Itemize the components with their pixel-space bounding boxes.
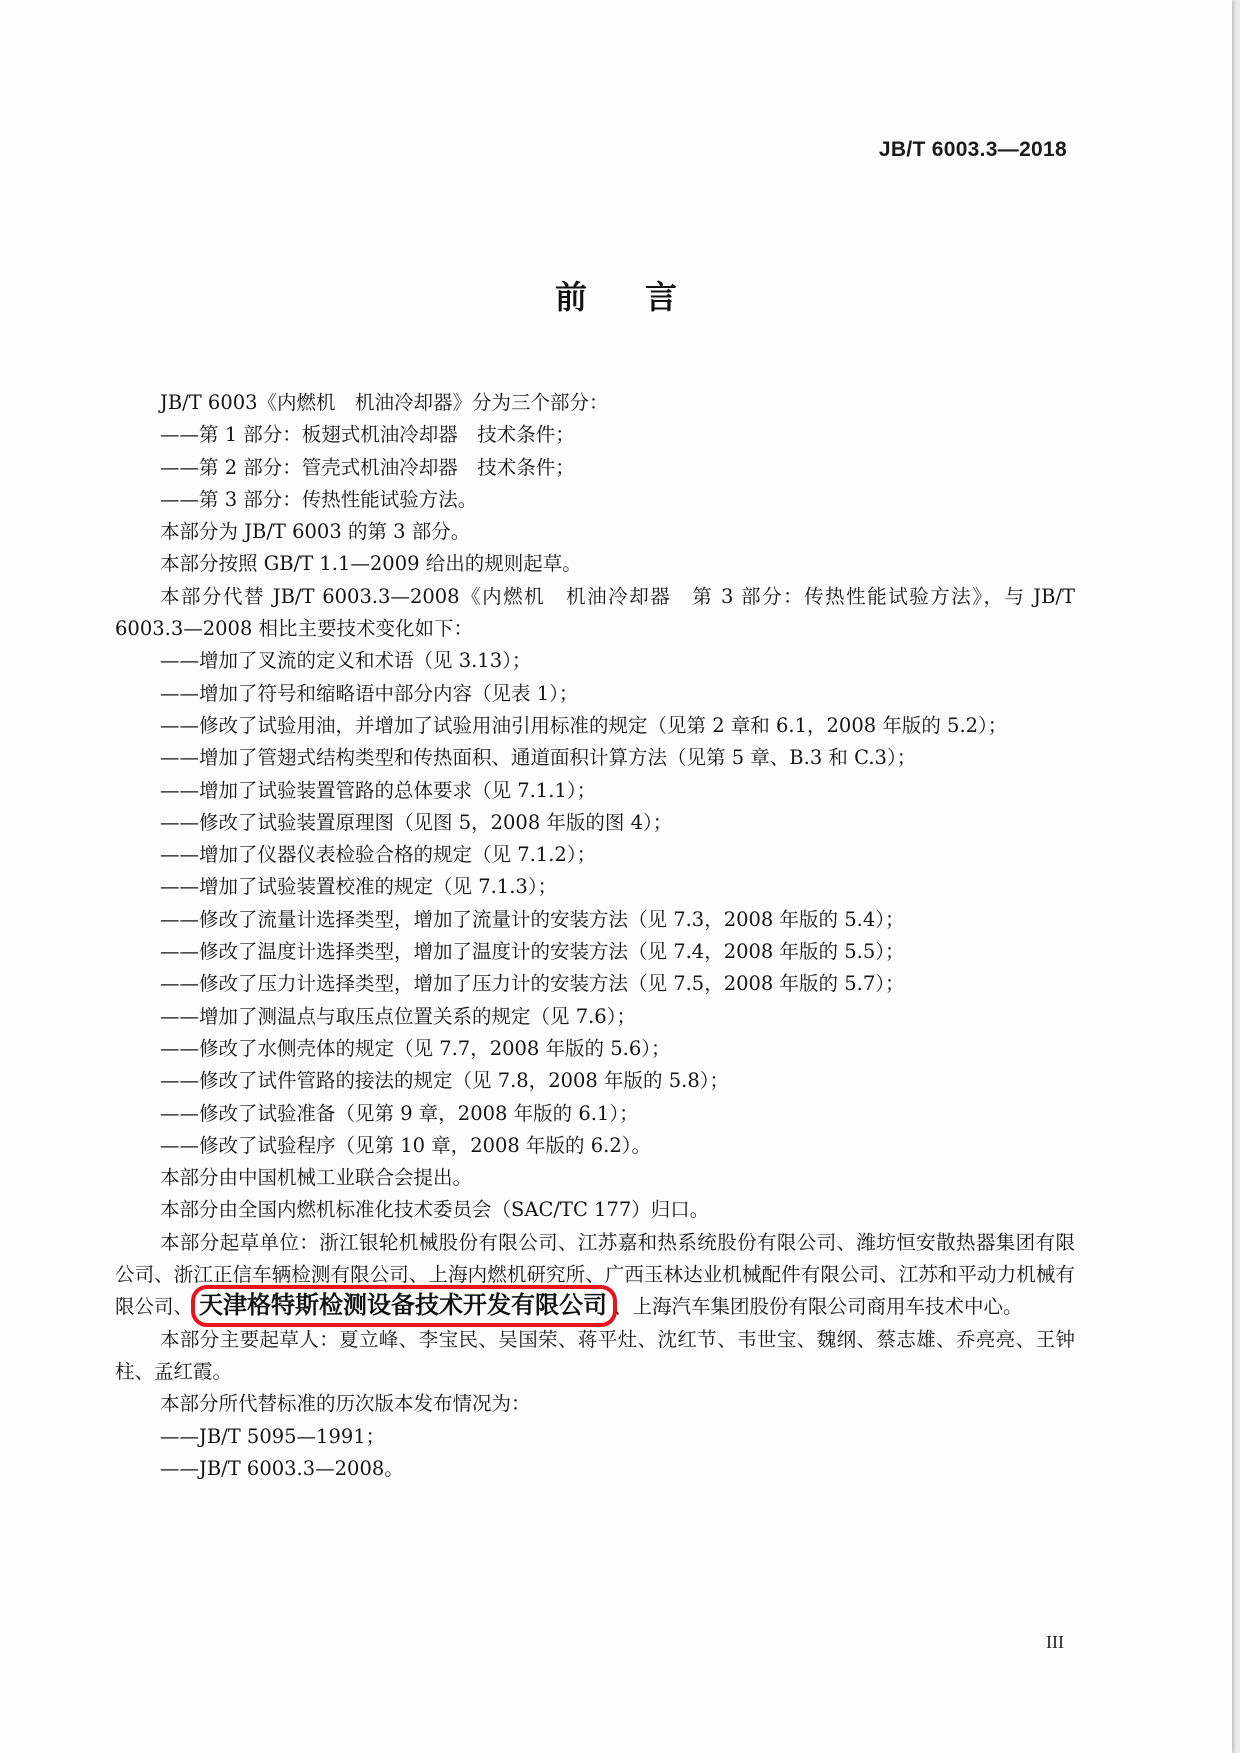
page-number: III [1046, 1632, 1064, 1652]
list-item: ——增加了仪器仪表检验合格的规定（见 7.1.2）； [160, 843, 597, 867]
paragraph: JB/T 6003《内燃机 机油冷却器》分为三个部分： [160, 391, 609, 414]
list-item: ——修改了试验程序（见第 10 章，2008 年版的 6.2）。 [160, 1133, 651, 1157]
paragraph: 本部分为 JB/T 6003 的第 3 部分。 [160, 520, 471, 544]
foreword-body [115, 387, 1075, 1485]
list-item: ——修改了试验准备（见第 9 章，2008 年版的 6.1）； [160, 1101, 639, 1125]
list-item: ——增加了试验装置管路的总体要求（见 7.1.1）； [160, 778, 597, 802]
standard-number: JB/T 6003.3—2018 [878, 138, 1067, 161]
list-item: ——增加了试验装置校准的规定（见 7.1.3）； [160, 875, 558, 899]
paragraph: 本部分由中国机械工业联合会提出。 [160, 1166, 473, 1190]
highlighted-company: 天津格特斯检测设备技术开发有限公司 [195, 1291, 611, 1319]
list-item: ——增加了叉流的定义和术语（见 3.13）； [160, 649, 532, 673]
list-item: ——JB/T 5095—1991； [160, 1424, 386, 1448]
drafting-units-text: 本部分起草单位：浙江银轮机械股份有限公司、江苏嘉和热系统股份有限公司、潍坊恒安散热器集团有限公司、浙江正信车辆检测有限公司、上海内燃机研究所、广西玉林达业机械配件有限公司、江苏和平动力机械有限公司、 [115, 1230, 1075, 1319]
list-item: ——修改了压力计选择类型，增加了压力计的安装方法（见 7.5，2008 年版的 5.7）； [160, 972, 905, 996]
paragraph: 本部分由全国内燃机标准化技术委员会（SAC/TC 177）归口。 [160, 1198, 710, 1222]
list-item: ——增加了符号和缩略语中部分内容（见表 1）； [160, 681, 579, 705]
list-item: ——修改了流量计选择类型，增加了流量计的安装方法（见 7.3，2008 年版的 5.4）； [160, 907, 905, 931]
drafting-units-paragraph [115, 1227, 1075, 1324]
paragraph: 本部分主要起草人：夏立峰、李宝民、吴国荣、蒋平灶、沈红节、韦世宝、魏纲、蔡志雄、乔亮亮、王钟柱、孟红霞。 [115, 1327, 1075, 1383]
list-item: ——第 3 部分：传热性能试验方法。 [160, 487, 478, 511]
list-item: ——JB/T 6003.3—2008。 [160, 1456, 404, 1480]
list-item: ——增加了测温点与取压点位置关系的规定（见 7.6）； [160, 1004, 636, 1028]
list-item: ——第 2 部分：管壳式机油冷却器 技术条件； [160, 455, 575, 479]
list-item: ——修改了水侧壳体的规定（见 7.7，2008 年版的 5.6）； [160, 1036, 671, 1060]
drafting-units-text-end: 、上海汽车集团股份有限公司商用车技术中心。 [613, 1295, 1023, 1319]
paragraph: 本部分按照 GB/T 1.1—2009 给出的规则起草。 [160, 552, 582, 576]
list-item: ——修改了温度计选择类型，增加了温度计的安装方法（见 7.4，2008 年版的 5.5）； [160, 940, 905, 964]
list-item: ——修改了试验装置原理图（见图 5，2008 年版的图 4）； [160, 810, 673, 834]
paragraph: 本部分所代替标准的历次版本发布情况为： [160, 1392, 531, 1416]
list-item: ——第 1 部分：板翅式机油冷却器 技术条件； [160, 423, 575, 447]
list-item: ——修改了试件管路的接法的规定（见 7.8，2008 年版的 5.8）； [160, 1069, 729, 1093]
page-title: 前言 [554, 278, 735, 316]
list-item: ——增加了管翅式结构类型和传热面积、通道面积计算方法（见第 5 章、B.3 和 C.3）； [160, 746, 917, 770]
list-item: ——修改了试验用油，并增加了试验用油引用标准的规定（见第 2 章和 6.1，2008 年版的 5.2）； [160, 713, 1008, 737]
paragraph: 本部分代替 JB/T 6003.3—2008《内燃机 机油冷却器 第 3 部分：传热性能试验方法》，与 JB/T 6003.3—2008 相比主要技术变化如下： [115, 584, 1075, 641]
